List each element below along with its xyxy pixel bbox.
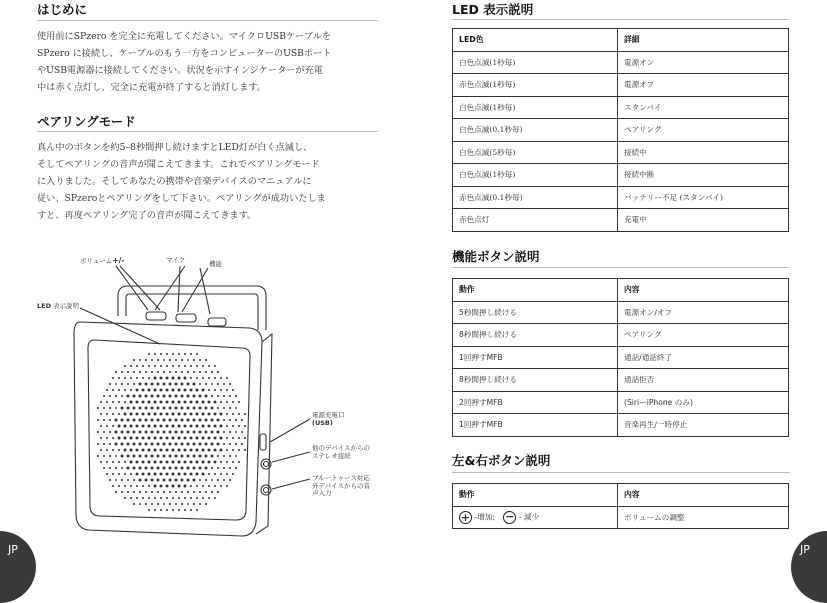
- table-row: [453, 119, 789, 142]
- table-row: [453, 369, 789, 392]
- table-cell: 白色点滅(1秒毎): [453, 51, 618, 74]
- paragraph-line: そしてペアリングの音声が聞こえてきます。これでペアリングモード: [37, 159, 320, 170]
- section-title-pairing-mode: ペアリングモード: [37, 114, 136, 129]
- stereo-line: ステレオ接続: [312, 451, 351, 460]
- callout-line: [80, 308, 160, 344]
- table-row: [453, 74, 789, 97]
- bt-line: 声入力: [312, 489, 332, 497]
- paragraph-line: に入りました。そしてあなたの携帯や音楽デバイスのマニュアルに: [37, 176, 312, 187]
- function-label: 機能: [209, 260, 222, 268]
- increase-text: -増加;: [474, 512, 495, 522]
- table-row: [453, 346, 789, 369]
- column-header: 内容: [618, 279, 789, 302]
- table-cell: (Siri—iPhone のみ): [618, 391, 789, 414]
- led-label-rest: 表示説明: [50, 302, 80, 310]
- paragraph-line: 使用前にSPzero を完全に充電してください。マイクロUSBケーブルを: [37, 31, 332, 42]
- column-header: 動作: [453, 279, 618, 302]
- paragraph-line: 中は赤く点灯し、完全に充電が終了すると消灯します。: [37, 82, 266, 93]
- divider: [37, 131, 378, 132]
- led-label-bold: LED: [37, 302, 51, 310]
- table-cell: 5秒間押し続ける: [453, 301, 618, 324]
- table-row: [453, 51, 789, 74]
- table-cell: 電源オフ: [618, 74, 789, 97]
- plus-icon: +: [460, 510, 471, 524]
- callout-line: [270, 419, 310, 489]
- stereo-line: 他のデバイスからの: [312, 444, 371, 452]
- column-header: 詳細: [618, 29, 789, 52]
- table-cell: 通話拒否: [618, 369, 789, 392]
- divider: [452, 472, 790, 473]
- paragraph-line: やUSB電源器に接続してください。状況を示すインジケーターが充電: [37, 65, 323, 76]
- divider: [37, 20, 378, 21]
- paragraph-line: すと、再度ペアリング完了の音声が聞こえてきます。: [37, 210, 257, 221]
- bt-line: 外デバイスからの音: [312, 481, 371, 490]
- callout-line: [116, 266, 210, 314]
- bt-port: [261, 485, 271, 495]
- page-badge-right: [791, 531, 827, 603]
- bluetooth-input-label: [312, 475, 370, 498]
- volume-button: [146, 312, 166, 320]
- table-cell: 8秒間押し続ける: [453, 324, 618, 347]
- paragraph-line: SPzero に接続し、ケーブルのもう一方をコンピューターのUSBポート: [37, 48, 332, 59]
- table-cell: [453, 506, 618, 529]
- section-title-introduction: はじめに: [37, 2, 88, 17]
- table-row: [453, 301, 789, 324]
- page-badge-text: JP: [8, 543, 18, 556]
- table-cell: 1回押すMFB: [453, 414, 618, 437]
- bt-line: ブルートゥース対応: [312, 474, 370, 482]
- table-cell: 通話/通話終了: [618, 346, 789, 369]
- table-header-row: [453, 484, 789, 507]
- volume-label-text: ボリューム: [80, 257, 113, 265]
- table-row: [453, 324, 789, 347]
- mic-button: [176, 314, 196, 322]
- table-row: [453, 414, 789, 437]
- table-cell: 赤色点滅(1秒毎): [453, 74, 618, 97]
- speaker-body: [74, 322, 262, 536]
- speaker-grille-dots: [97, 353, 246, 511]
- handle: [118, 286, 266, 330]
- minus-icon: −: [505, 509, 515, 523]
- decrease-text: - 減少: [518, 512, 540, 522]
- table-cell: 8秒間押し続ける: [453, 369, 618, 392]
- table-cell: ペアリング: [618, 119, 789, 142]
- table-row: [453, 506, 789, 529]
- page-badge-left: [0, 531, 36, 603]
- paragraph-line: 従い、SPzeroとペアリングをして下さい。ペアリングが成功いたしま: [37, 193, 326, 204]
- table-row: [453, 96, 789, 119]
- table-cell: バッテリー不足 (スタンバイ): [618, 186, 789, 209]
- section-title-function-button: 機能ボタン説明: [452, 249, 540, 264]
- table-cell: スタンバイ: [618, 96, 789, 119]
- column-header: 内容: [618, 484, 789, 507]
- table-cell: 白色点滅(0.1秒毎): [453, 119, 618, 142]
- table-cell: 2回押すMFB: [453, 391, 618, 414]
- left-right-button-table: [452, 483, 789, 529]
- table-cell: 接続中: [618, 141, 789, 164]
- table-cell: 電源オン/オフ: [618, 301, 789, 324]
- divider: [452, 267, 790, 268]
- table-row: [453, 209, 789, 232]
- page-badge-text: JP: [800, 543, 810, 556]
- introduction-paragraph: [37, 28, 382, 96]
- charge-port-line: 電源充電口: [312, 411, 345, 419]
- section-title-led-indicator: LED 表示説明: [452, 2, 534, 17]
- table-cell: 音楽再生/一時停止: [618, 414, 789, 437]
- divider: [452, 19, 790, 20]
- table-cell: 白色点滅(1秒毎): [453, 164, 618, 187]
- bt-port-inner: [264, 488, 269, 493]
- table-cell: 白色点滅(1秒毎): [453, 96, 618, 119]
- table-cell: ペアリング: [618, 324, 789, 347]
- table-row: [453, 141, 789, 164]
- volume-symbols: +/-: [112, 256, 125, 265]
- pairing-paragraph: [37, 139, 382, 224]
- table-header-row: [453, 29, 789, 52]
- table-cell: 白色点滅(5秒毎): [453, 141, 618, 164]
- speaker-grille-frame: [88, 340, 250, 520]
- function-button: [208, 318, 226, 326]
- column-header: 動作: [453, 484, 618, 507]
- aux-port-inner: [264, 462, 269, 467]
- led-indicator-table: [452, 28, 789, 232]
- table-row: [453, 164, 789, 187]
- table-row: [453, 186, 789, 209]
- table-cell: 赤色点灯: [453, 209, 618, 232]
- table-cell: 電源オン: [618, 51, 789, 74]
- usb-port: [260, 434, 266, 450]
- table-header-row: [453, 279, 789, 302]
- table-cell: 1回押すMFB: [453, 346, 618, 369]
- stereo-input-label: [312, 445, 370, 460]
- column-header: LED色: [453, 29, 618, 52]
- speaker-illustration: [60, 264, 320, 544]
- table-row: [453, 391, 789, 414]
- paragraph-line: 真ん中のボタンを約5–8秒間押し続けますとLED灯が白く点滅し、: [37, 142, 313, 153]
- mic-label: マイク: [166, 256, 186, 264]
- table-cell: ボリュームの調整: [618, 506, 789, 529]
- table-cell: 接続中断: [618, 164, 789, 187]
- charge-port-line: (USB): [312, 418, 333, 427]
- table-cell: 充電中: [618, 209, 789, 232]
- table-cell: 赤色点滅(0.1秒毎): [453, 186, 618, 209]
- section-title-left-right-button: 左&右ボタン説明: [452, 453, 551, 468]
- function-button-table: [452, 278, 789, 437]
